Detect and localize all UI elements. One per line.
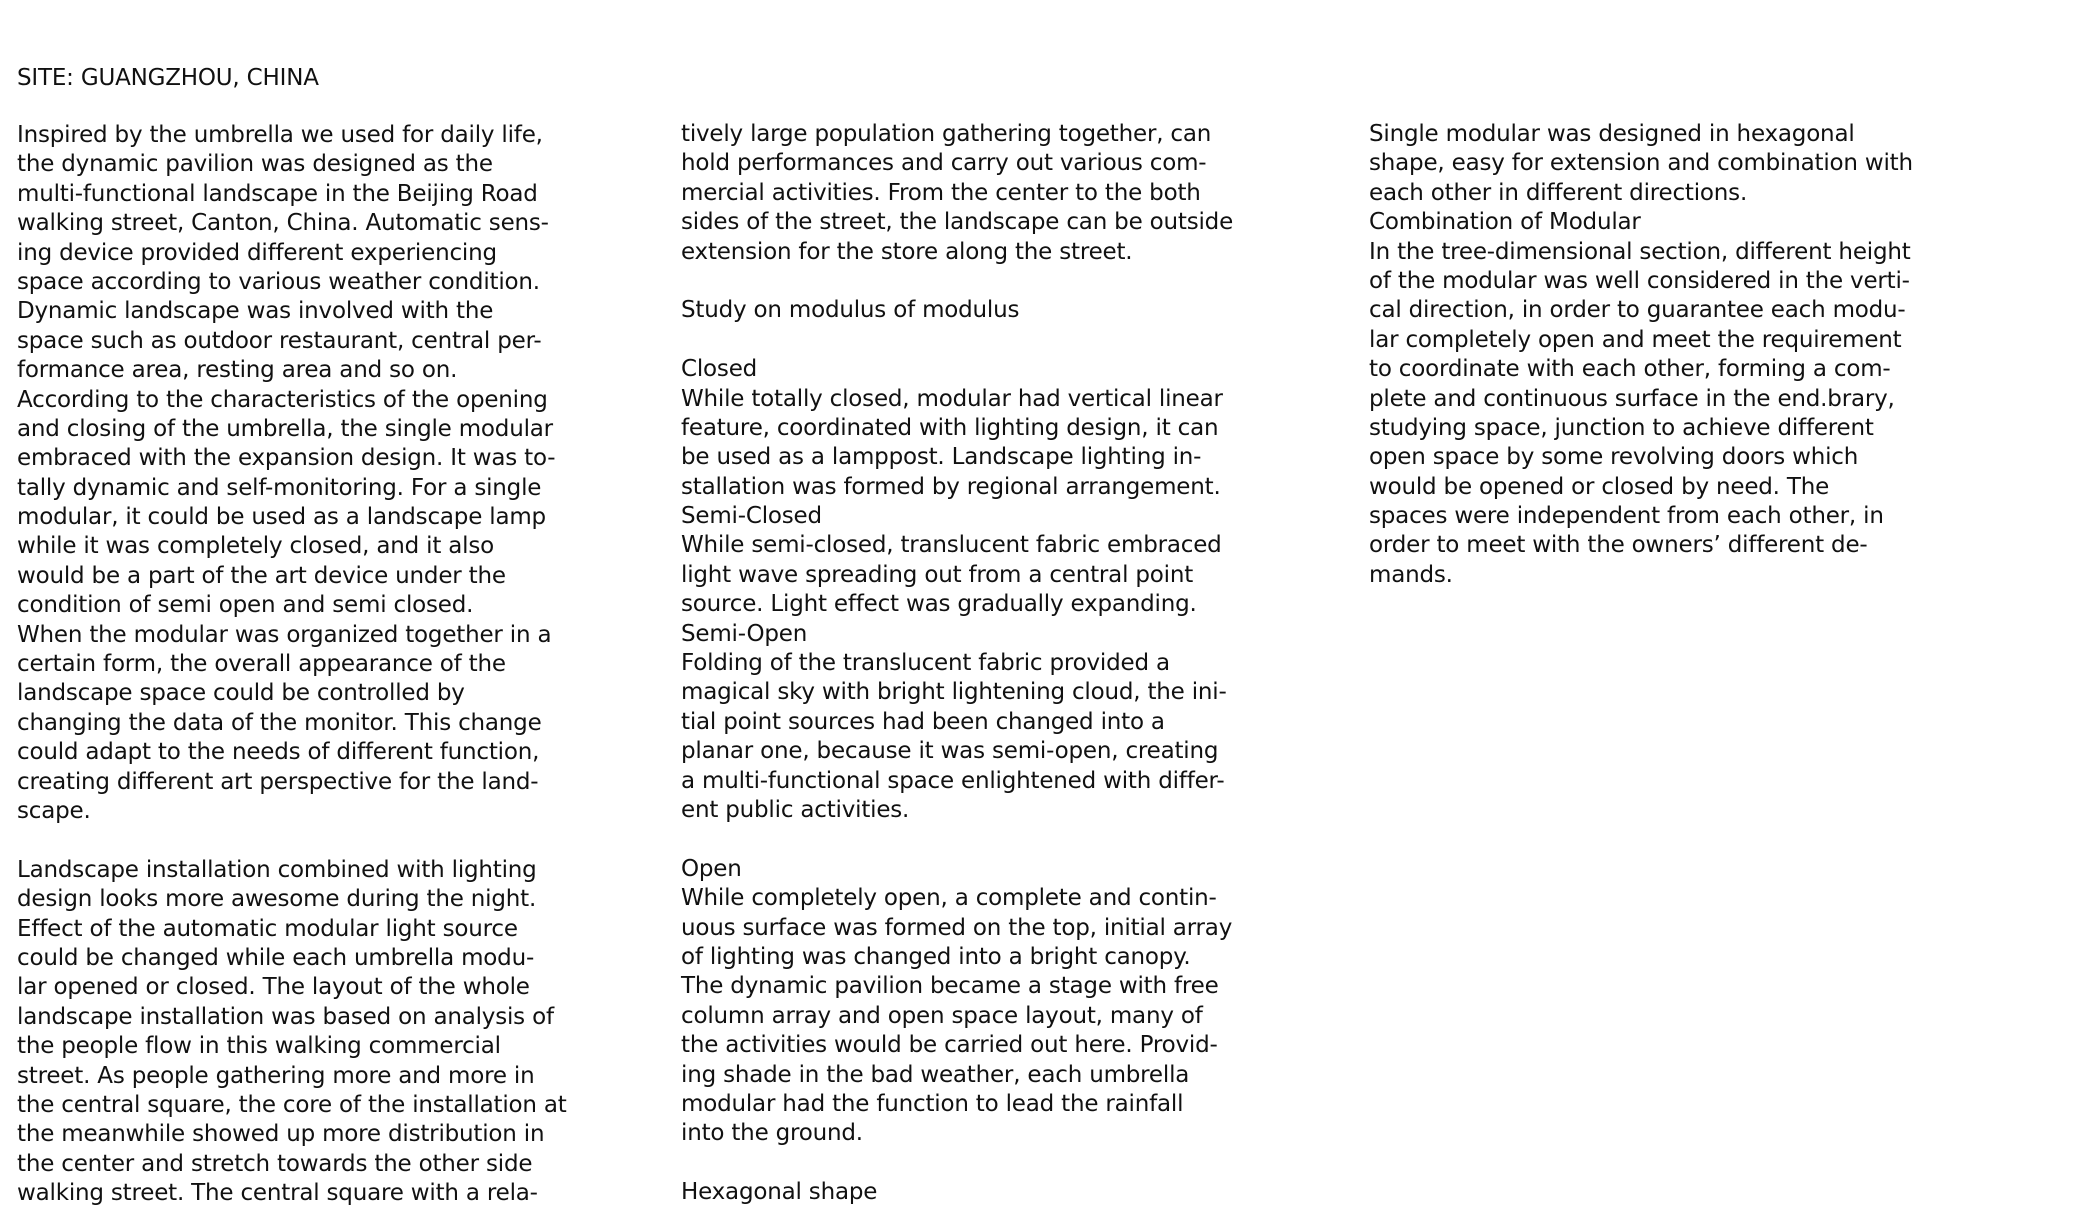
text-line: Dynamic landscape was involved with the — [17, 298, 494, 325]
text-line: the people flow in this walking commercial — [17, 1033, 501, 1060]
text-line: Combination of Modular — [1369, 209, 1641, 236]
text-line: stallation was formed by regional arrangement. — [681, 473, 1221, 500]
text-line: a multi-functional space enlightened with differ- — [681, 767, 1225, 794]
text-line: landscape space could be controlled by — [17, 680, 465, 707]
text-line: studying space, junction to achieve different — [1369, 414, 1874, 441]
site-heading: SITE: GUANGZHOU, CHINA — [17, 65, 319, 91]
text-line: walking street, Canton, China. Automatic sens- — [17, 210, 549, 237]
text-line: would be a part of the art device under the — [17, 562, 506, 589]
text-line: street. As people gathering more and more in — [17, 1062, 535, 1089]
text-line: to coordinate with each other, forming a com- — [1369, 356, 1891, 383]
text-line — [17, 826, 627, 855]
text-line: into the ground. — [681, 1120, 863, 1147]
text-line: certain form, the overall appearance of the — [17, 651, 506, 678]
text-line: tial point sources had been changed into a — [681, 708, 1165, 735]
text-line: mands. — [1369, 561, 1453, 588]
text-line: mercial activities. From the center to the both — [681, 179, 1201, 206]
text-line: Landscape installation combined with lighting — [17, 856, 537, 883]
text-line: multi-functional landscape in the Beijing Road — [17, 180, 538, 207]
text-line: could adapt to the needs of different function, — [17, 739, 540, 766]
text-line: hold performances and carry out various com- — [681, 150, 1207, 177]
text-line: open space by some revolving doors which — [1369, 444, 1859, 471]
text-line: the central square, the core of the installation at — [17, 1091, 567, 1118]
text-line: Closed — [681, 356, 758, 383]
text-line: magical sky with bright lightening cloud, the ini- — [681, 679, 1227, 706]
text-line: embraced with the expansion design. It was to- — [17, 445, 556, 472]
text-line — [681, 267, 1291, 296]
text-line: In the tree-dimensional section, different height — [1369, 238, 1911, 265]
text-line: shape, easy for extension and combination with — [1369, 150, 1913, 177]
text-line: According to the characteristics of the opening — [17, 386, 548, 413]
text-line: ing device provided different experiencing — [17, 239, 497, 266]
text-line: Semi-Closed — [681, 503, 822, 530]
text-line: each other in different directions. — [1369, 179, 1748, 206]
text-line: column array and open space layout, many of — [681, 1002, 1203, 1029]
text-line: of the modular was well considered in the verti- — [1369, 267, 1910, 294]
text-line: design looks more awesome during the night. — [17, 886, 537, 913]
text-line: landscape installation was based on analysis of — [17, 1003, 554, 1030]
text-line: could be changed while each umbrella modu- — [17, 944, 535, 971]
text-line: walking street. The central square with a rela- — [17, 1180, 538, 1207]
text-line: sides of the street, the landscape can be outside — [681, 209, 1234, 236]
text-line: ent public activities. — [681, 796, 910, 823]
text-line: while it was completely closed, and it also — [17, 533, 494, 560]
text-line: spaces were independent from each other, in — [1369, 503, 1884, 530]
text-line — [681, 1149, 1291, 1178]
text-line: space such as outdoor restaurant, central per- — [17, 327, 542, 354]
text-line: When the modular was organized together in a — [17, 621, 552, 648]
text-line — [681, 825, 1291, 854]
text-line: Open — [681, 855, 742, 882]
text-line: Inspired by the umbrella we used for daily life, — [17, 122, 543, 148]
text-line: planar one, because it was semi-open, creating — [681, 738, 1219, 765]
text-line: tively large population gathering together, can — [681, 121, 1212, 147]
text-line: the meanwhile showed up more distribution in — [17, 1121, 545, 1148]
text-line — [681, 326, 1291, 355]
text-line: Study on modulus of modulus — [681, 297, 1020, 324]
text-line: order to meet with the owners’ different de- — [1369, 532, 1868, 559]
text-line: creating different art perspective for the land- — [17, 768, 539, 795]
text-line: would be opened or closed by need. The — [1369, 473, 1830, 500]
text-line: lar completely open and meet the requirement — [1369, 326, 1902, 353]
text-line: uous surface was formed on the top, initial array — [681, 914, 1233, 941]
text-line: Folding of the translucent fabric provided a — [681, 650, 1170, 677]
text-line: While semi-closed, translucent fabric embraced — [681, 532, 1222, 559]
text-line: modular, it could be used as a landscape lamp — [17, 504, 546, 531]
text-line: space according to various weather condition. — [17, 268, 540, 295]
text-line: the dynamic pavilion was designed as the — [17, 151, 493, 178]
text-line: the activities would be carried out here. Provid- — [681, 1032, 1218, 1059]
text-line: of lighting was changed into a bright canopy. — [681, 943, 1191, 970]
text-line: modular had the function to lead the rainfall — [681, 1090, 1184, 1117]
text-column-2 — [681, 120, 1291, 1207]
text-column-1 — [17, 121, 627, 1208]
text-line: light wave spreading out from a central point — [681, 561, 1194, 588]
text-line: condition of semi open and semi closed. — [17, 592, 474, 619]
text-line: changing the data of the monitor. This change — [17, 709, 542, 736]
text-line: The dynamic pavilion became a stage with free — [681, 973, 1219, 1000]
text-line: formance area, resting area and so on. — [17, 357, 458, 384]
text-line: extension for the store along the street. — [681, 238, 1133, 265]
text-line: the center and stretch towards the other side — [17, 1150, 533, 1177]
text-line: lar opened or closed. The layout of the whole — [17, 974, 530, 1001]
text-line: Single modular was designed in hexagonal — [1369, 121, 1855, 147]
text-line: be used as a lamppost. Landscape lighting in- — [681, 444, 1202, 471]
text-line: Effect of the automatic modular light source — [17, 915, 518, 942]
text-line: While completely open, a complete and contin- — [681, 885, 1217, 912]
text-line: While totally closed, modular had vertical linear — [681, 385, 1223, 412]
text-line: and closing of the umbrella, the single modular — [17, 415, 553, 442]
text-line: plete and continuous surface in the end.brary, — [1369, 385, 1895, 412]
text-line: feature, coordinated with lighting design, it can — [681, 414, 1219, 441]
text-line: tally dynamic and self-monitoring. For a single — [17, 474, 542, 501]
text-column-3 — [1369, 120, 1979, 590]
text-line: cal direction, in order to guarantee each modu- — [1369, 297, 1906, 324]
text-line: ing shade in the bad weather, each umbrella — [681, 1061, 1190, 1088]
text-line: source. Light effect was gradually expanding. — [681, 591, 1197, 618]
text-line: Semi-Open — [681, 620, 808, 647]
text-line: scape. — [17, 797, 91, 824]
text-line: Hexagonal shape — [681, 1179, 878, 1206]
